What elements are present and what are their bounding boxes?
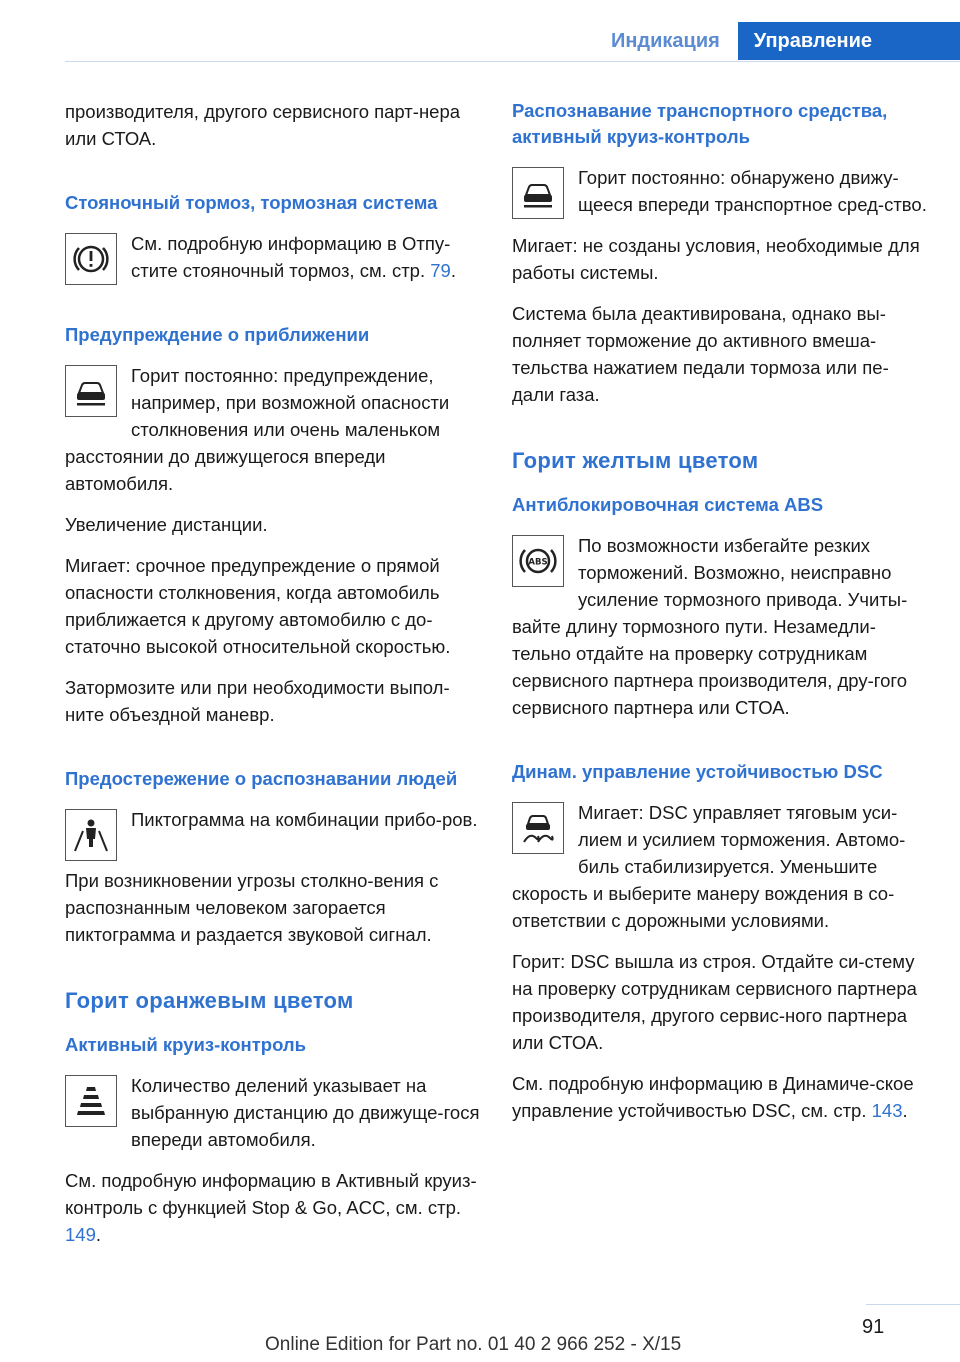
pedestrian-p2: При возникновении угрозы столкно-вения с распознанным человеком загорается пиктограмма и раздается звуковой сигнал. xyxy=(65,870,439,945)
parking-brake-heading: Стояночный тормоз, тормозная система xyxy=(65,192,438,213)
pedestrian-text: Пиктограмма на комбинации прибо-ров. xyxy=(131,809,478,830)
dsc-heading: Динам. управление устойчивостью DSC xyxy=(512,761,883,782)
period: . xyxy=(95,1224,102,1245)
vehicle-detect-text: Горит постоянно: обнаружено движу-щееся впереди транспортное сред-ство. xyxy=(578,167,927,215)
abs-item xyxy=(512,532,930,721)
abs-heading: Антиблокировочная система ABS xyxy=(512,494,824,515)
header-tabs xyxy=(593,22,960,60)
tab-controls[interactable]: Управление xyxy=(738,22,960,60)
pedestrian-item xyxy=(65,806,483,867)
cruise-text: Количество делений указывает на выбранную дистанцию до движуще-гося впереди автомобиля. xyxy=(131,1075,480,1150)
pedestrian-warning-icon xyxy=(65,809,117,861)
parking-brake-item xyxy=(65,230,483,298)
proximity-item xyxy=(65,362,483,497)
vehicle-detect-heading: Распознавание транспортного средства, активный круиз-контроль xyxy=(512,100,888,147)
cruise-p2: См. подробную информацию в Активный круиз-контроль с функцией Stop & Go, ACC, см. стр. xyxy=(65,1170,477,1218)
cruise-heading: Активный круиз-контроль xyxy=(65,1034,307,1055)
edition-text: Online Edition for Part no. 01 40 2 966 252 - X/15 xyxy=(265,1334,682,1355)
dsc-p3: См. подробную информацию в Динамиче-ское управление устойчивостью DSC, см. стр. xyxy=(512,1073,914,1121)
left-column xyxy=(65,98,483,1262)
period: . xyxy=(450,260,456,281)
dsc-skid-icon xyxy=(512,802,564,854)
proximity-p4: Затормозите или при необходимости выпол-ните объездной маневр. xyxy=(65,677,450,725)
car-front-warning-icon xyxy=(65,365,117,417)
distance-bars-icon xyxy=(65,1075,117,1127)
right-column xyxy=(512,98,930,1138)
period: . xyxy=(902,1100,908,1121)
page-link-143[interactable]: 143 xyxy=(871,1100,903,1121)
abs-icon xyxy=(512,535,564,587)
dsc-item xyxy=(512,799,930,934)
page-link-79[interactable]: 79 xyxy=(430,260,451,281)
vehicle-detect-p3: Система была деактивирована, однако вы-полняет торможение до активного вмеша-тельства нажатием педали тормоза или пе-дали газа. xyxy=(512,303,889,405)
abs-text: По возможности избегайте резких торможений. Возможно, неисправно усиление тормозного привода. Учиты-вайте длину тормозного пути. Незамедли-тельно отдайте на проверку сотрудникам сервисного партнера производителя, дру-гого сервисного партнера или СТОА. xyxy=(512,535,908,718)
intro-text: производителя, другого сервисного парт-нера или СТОА. xyxy=(65,101,461,149)
orange-heading: Горит оранжевым цветом xyxy=(65,988,354,1013)
proximity-p2: Увеличение дистанции. xyxy=(65,514,268,535)
footer-rule xyxy=(866,1304,960,1305)
tab-indication[interactable]: Индикация xyxy=(593,22,738,60)
car-front-icon xyxy=(512,167,564,219)
yellow-heading: Горит желтым цветом xyxy=(512,448,759,473)
pedestrian-heading: Предостережение о распознавании людей xyxy=(65,768,458,789)
proximity-text: Горит постоянно: предупреждение, например, при возможной опасности столкновения или очень маленьком расстоянии до движущегося впереди автомобиля. xyxy=(65,365,450,494)
vehicle-detect-item xyxy=(512,164,930,218)
brake-warning-icon xyxy=(65,233,117,285)
proximity-heading: Предупреждение о приближении xyxy=(65,324,370,345)
page-link-149[interactable]: 149 xyxy=(65,1224,96,1245)
svg-text:ABS: ABS xyxy=(528,557,548,568)
page-number: 91 xyxy=(862,1316,885,1338)
dsc-p2: Горит: DSC вышла из строя. Отдайте си-стему на проверку сотрудникам сервисного партнера производителя, другого сервис-ного партнера или СТОА. xyxy=(512,951,917,1053)
parking-brake-text: См. подробную информацию в Отпу-стите стояночный тормоз, см. стр. xyxy=(131,233,451,281)
header-rule xyxy=(65,61,960,62)
vehicle-detect-p2: Мигает: не созданы условия, необходимые для работы системы. xyxy=(512,235,920,283)
cruise-item xyxy=(65,1072,483,1153)
dsc-text: Мигает: DSC управляет тяговым уси-лием и усилием торможения. Автомо-биль стабилизируется. Уменьшите скорость и выберите манеру вождения в со-ответствии с дорожными условиями. xyxy=(512,802,906,931)
proximity-p3: Мигает: срочное предупреждение о прямой опасности столкновения, когда автомобиль приближается к другому автомобилю с до-статочно высокой относительной скоростью. xyxy=(65,555,451,657)
